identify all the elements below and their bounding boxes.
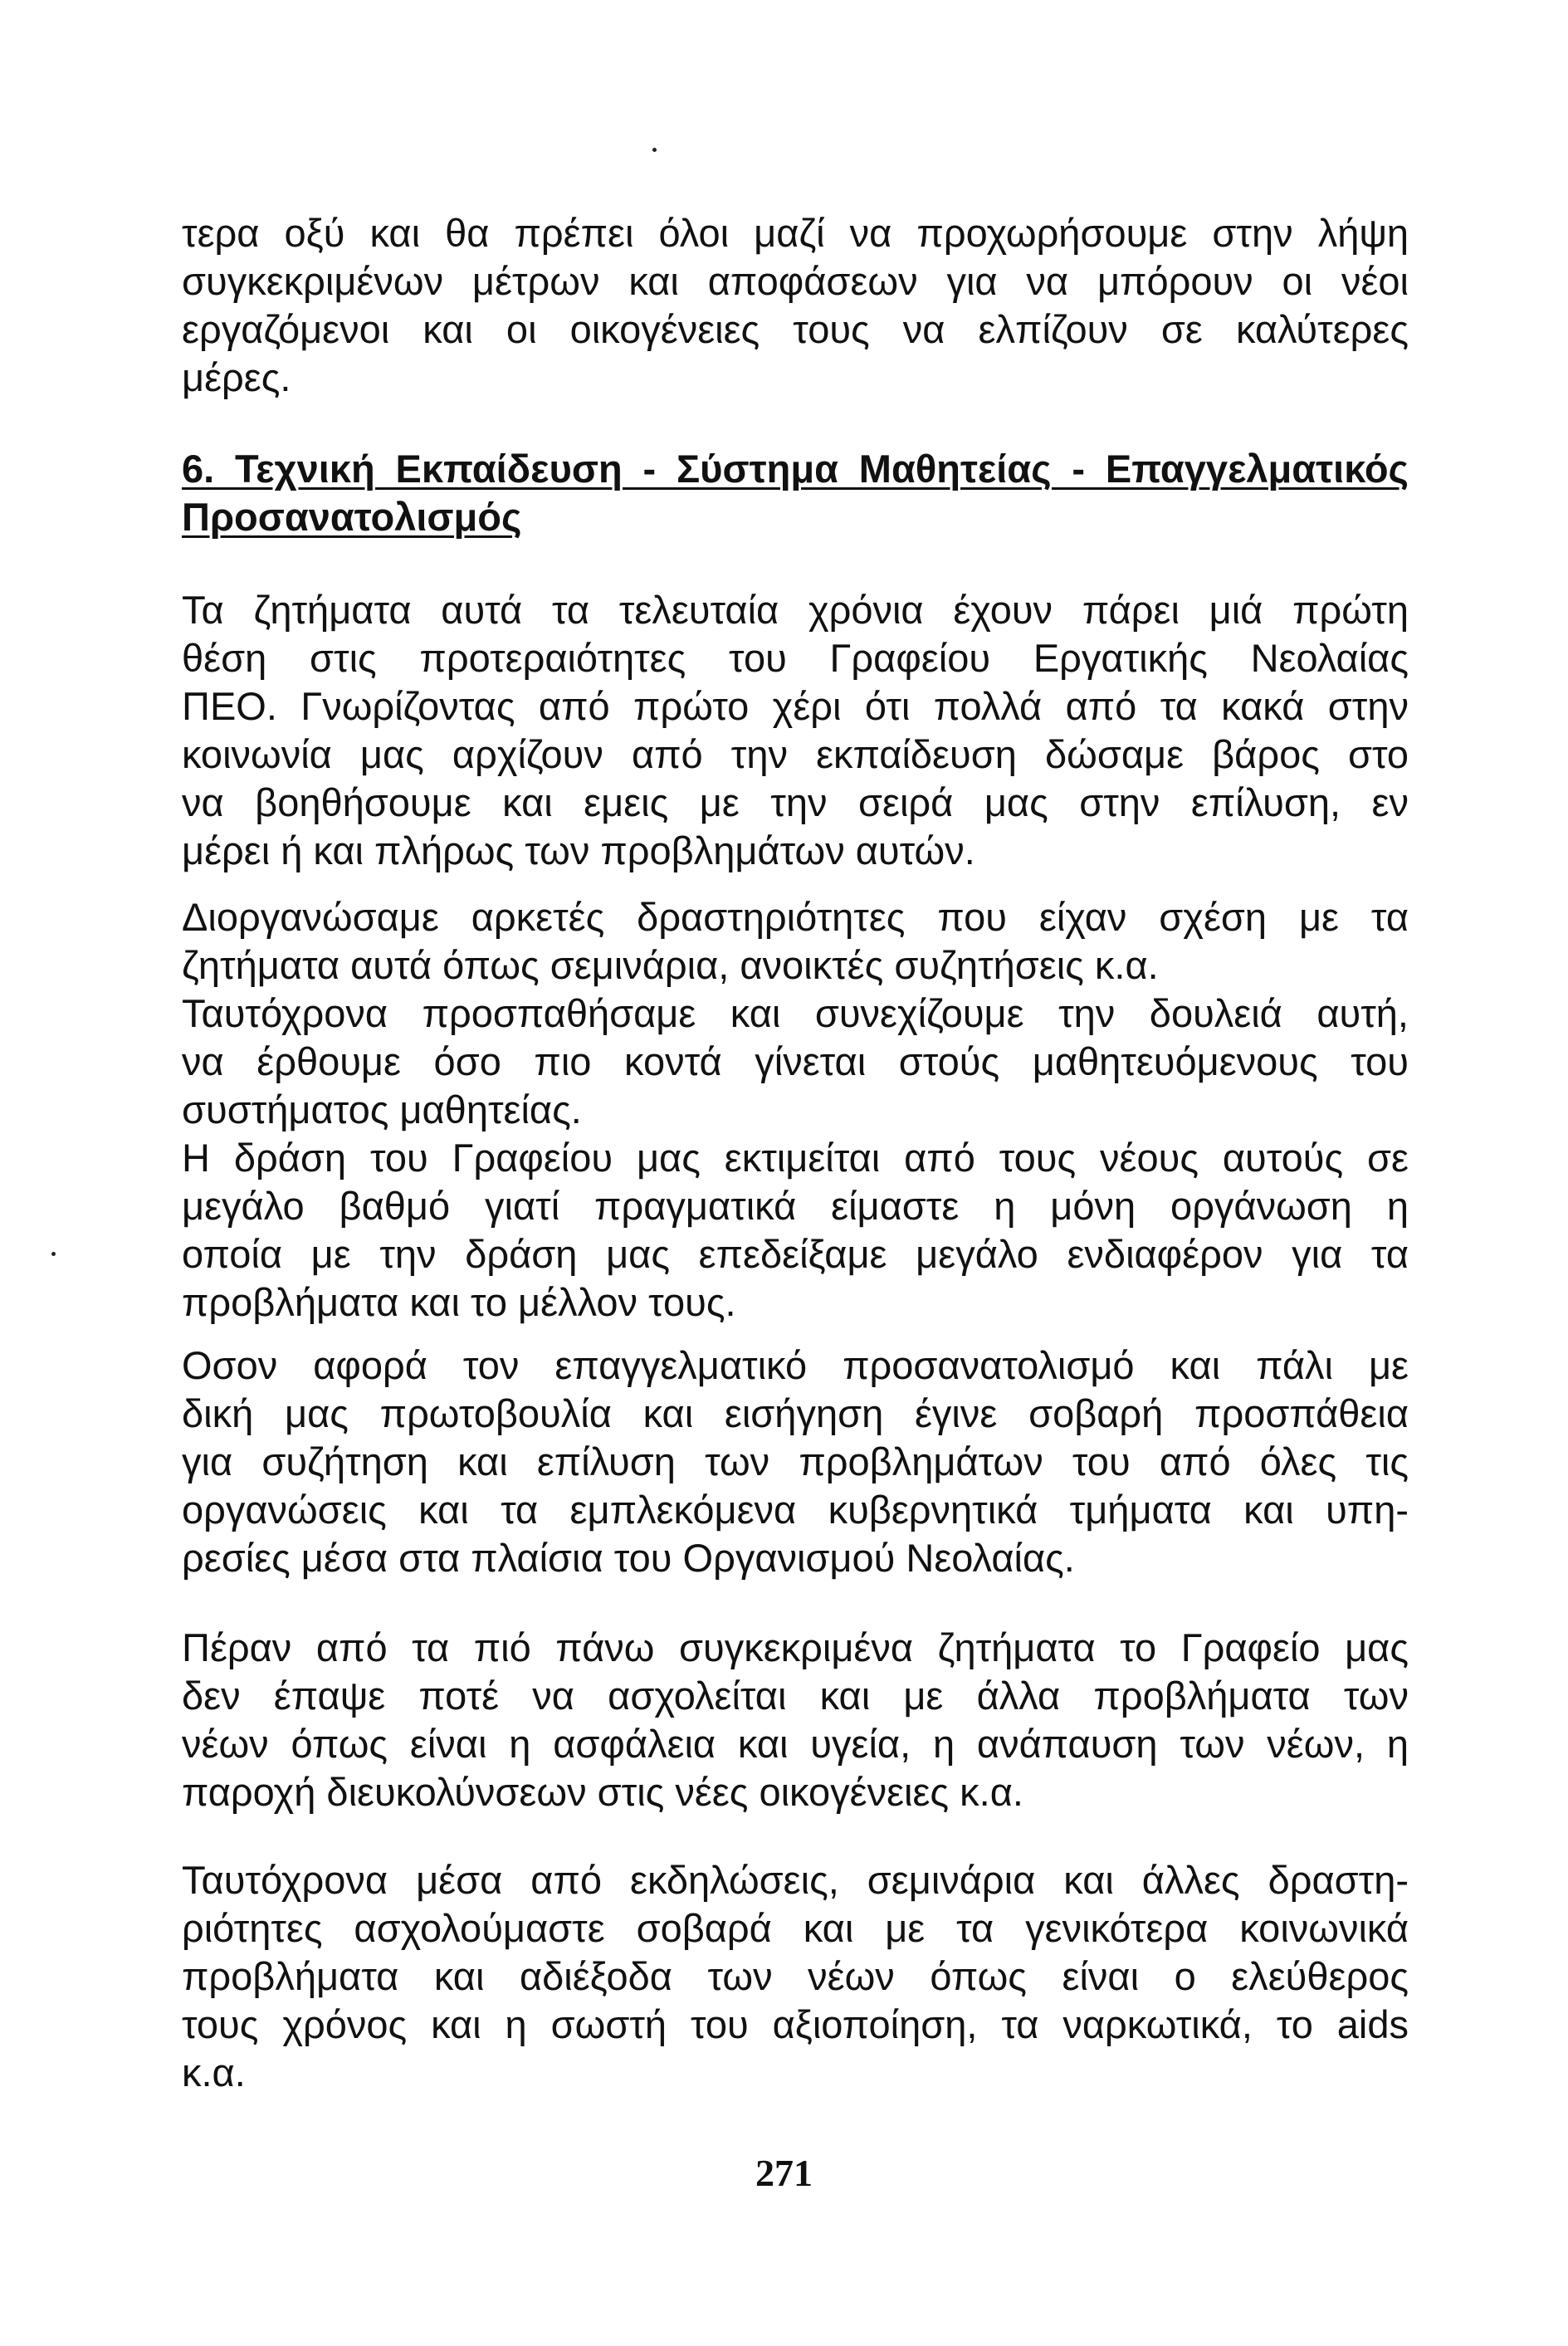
heading-line: Προσανατολισμός: [182, 495, 522, 539]
text-line: προβλήματα και το μέλλον τους.: [182, 1280, 736, 1324]
text-line: θέση στις προτεραιότητες του Γραφείου Εργατικής Νεολαίας: [182, 636, 1409, 680]
text-line: να έρθουμε όσο πιο κοντά γίνεται στούς μαθητευόμενους του: [182, 1039, 1409, 1083]
text-line: εργαζόμενοι και οι οικογένειες τους να ελπίζουν σε καλύτερες: [182, 307, 1409, 351]
text-line: οποία με την δράση μας επεδείξαμε μεγάλο ενδιαφέρον για τα: [182, 1232, 1409, 1276]
text-line: τερα οξύ και θα πρέπει όλοι μαζί να προχωρήσουμε στην λήψη: [182, 211, 1409, 255]
heading-line: 6. Τεχνική Εκπαίδευση - Σύστημα Μαθητείας - Επαγγελματικός: [182, 447, 1409, 491]
text-line: δική μας πρωτοβουλία και εισήγηση έγινε σοβαρή προσπάθεια: [182, 1391, 1409, 1435]
text-line: συγκεκριμένων μέτρων και αποφάσεων για να μπόρουν οι νέοι: [182, 259, 1409, 303]
text-line: μέρες.: [182, 355, 291, 399]
text-line: Διοργανώσαμε αρκετές δραστηριότητες που είχαν σχέση με τα: [182, 895, 1409, 939]
paragraph-activities: [182, 893, 1409, 1327]
text-line: κ.α.: [182, 2050, 246, 2094]
text-line: ρεσίες μέσα στα πλαίσια του Οργανισμού Νεολαίας.: [182, 1536, 1075, 1580]
text-line: για συζήτηση και επίλυση των προβλημάτων του από όλες τις: [182, 1439, 1409, 1483]
text-line: μεγάλο βαθμό γιατί πραγματικά είμαστε η μόνη οργάνωση η: [182, 1184, 1409, 1228]
text-line: τους χρόνος και η σωστή του αξιοποίηση, τα ναρκωτικά, το aids: [182, 2002, 1409, 2046]
text-line: Ταυτόχρονα προσπαθήσαμε και συνεχίζουμε την δουλειά αυτή,: [182, 991, 1409, 1035]
paragraph-continuation: [182, 209, 1409, 402]
text-line: νέων όπως είναι η ασφάλεια και υγεία, η ανάπαυση των νέων, η: [182, 1722, 1409, 1766]
text-line: ΠΕΟ. Γνωρίζοντας από πρώτο χέρι ότι πολλά από τα κακά στην: [182, 684, 1409, 728]
paragraph-vocational-guidance: [182, 1342, 1409, 1582]
text-line: Τα ζητήματα αυτά τα τελευταία χρόνια έχουν πάρει μιά πρώτη: [182, 588, 1409, 632]
paragraph-other-problems: [182, 1624, 1409, 1816]
text-line: προβλήματα και αδιέξοδα των νέων όπως είναι ο ελεύθερος: [182, 1954, 1409, 1998]
section-heading: [182, 445, 1409, 541]
text-line: Πέραν από τα πιό πάνω συγκεκριμένα ζητήματα το Γραφείο μας: [182, 1625, 1409, 1669]
text-line: να βοηθήσουμε και εμεις με την σειρά μας στην επίλυση, εν: [182, 780, 1409, 824]
text-line: ριότητες ασχολούμαστε σοβαρά και με τα γενικότερα κοινωνικά: [182, 1906, 1409, 1950]
paragraph-social-problems: [182, 1856, 1409, 2097]
text-line: μέρει ή και πλήρως των προβλημάτων αυτών.: [182, 828, 975, 872]
text-line: παροχή διευκολύνσεων στις νέες οικογένειες κ.α.: [182, 1770, 1023, 1814]
text-line: Οσον αφορά τον επαγγελματικό προσανατολισμό και πάλι με: [182, 1343, 1409, 1387]
text-line: Ταυτόχρονα μέσα από εκδηλώσεις, σεμινάρια και άλλες δραστη-: [182, 1858, 1409, 1902]
paragraph-education-priorities: [182, 586, 1409, 875]
text-line: ζητήματα αυτά όπως σεμινάρια, ανοικτές συζητήσεις κ.α.: [182, 943, 1159, 987]
text-line: δεν έπαψε ποτέ να ασχολείται και με άλλα προβλήματα των: [182, 1674, 1409, 1718]
text-line: κοινωνία μας αρχίζουν από την εκπαίδευση δώσαμε βάρος στο: [182, 732, 1409, 776]
scan-speck: [51, 1252, 56, 1256]
scan-speck: [652, 148, 657, 152]
text-line: Η δράση του Γραφείου μας εκτιμείται από τους νέους αυτούς σε: [182, 1136, 1409, 1180]
text-line: οργανώσεις και τα εμπλεκόμενα κυβερνητικά τμήματα και υπη-: [182, 1488, 1409, 1532]
page-number: 271: [755, 2152, 813, 2194]
text-line: συστήματος μαθητείας.: [182, 1087, 582, 1131]
